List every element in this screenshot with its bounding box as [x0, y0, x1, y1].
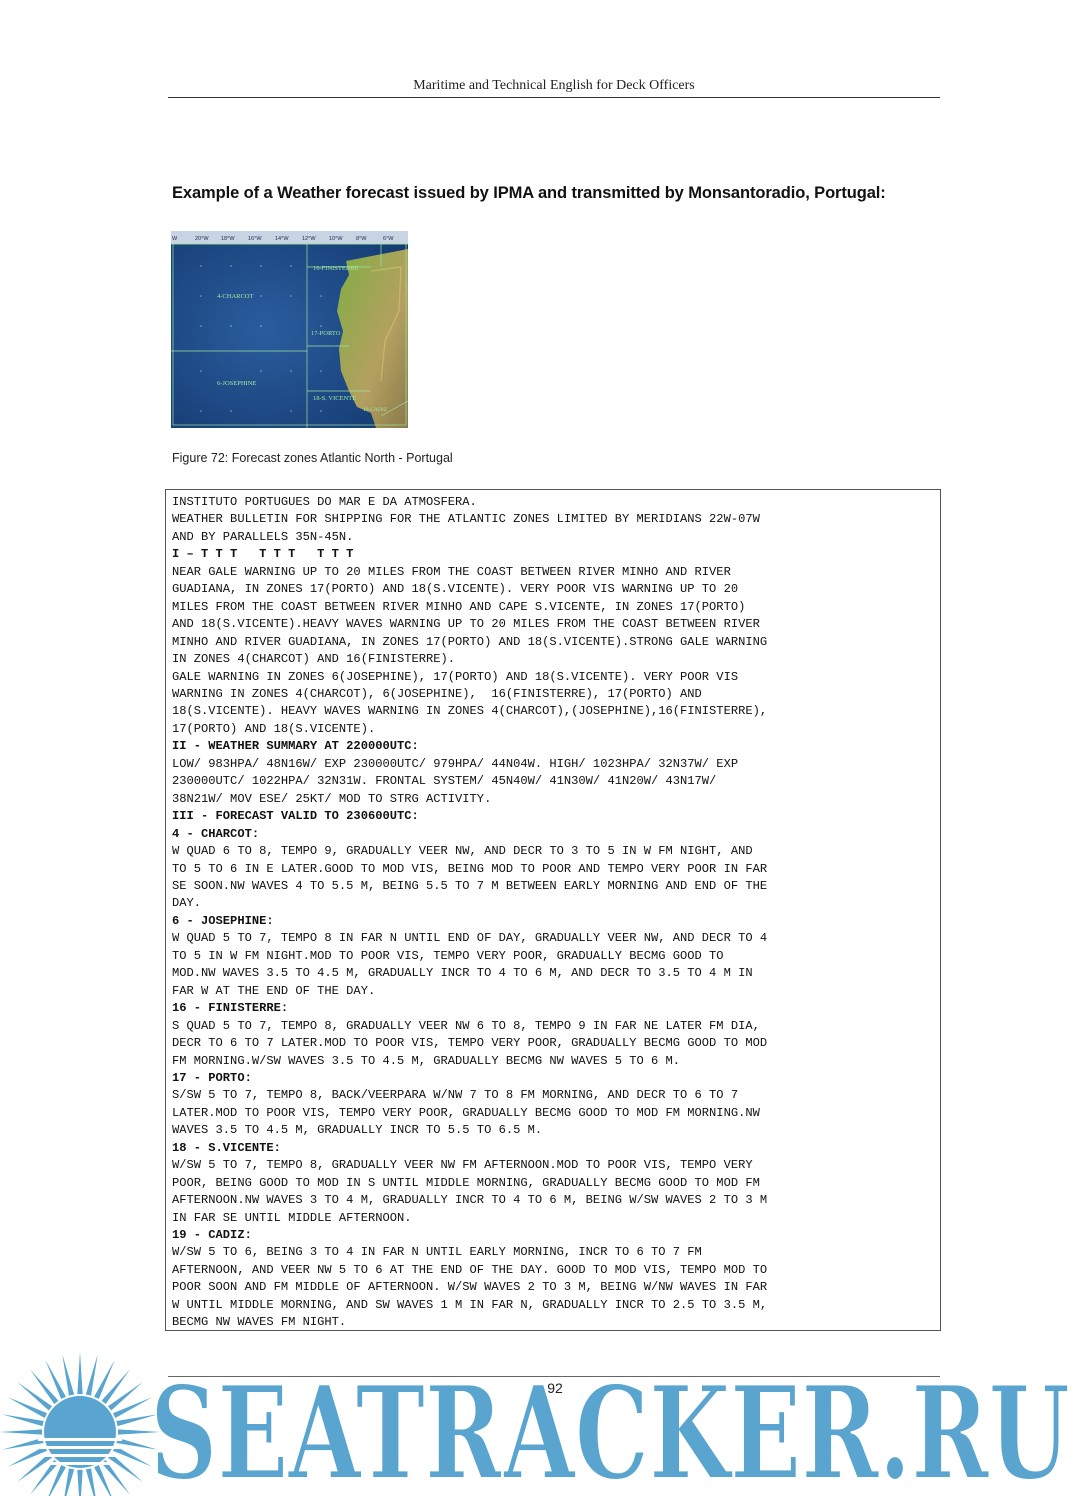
- bulletin-line: FM MORNING.W/SW WAVES 3.5 TO 4.5 M, GRADUALLY BECMG NW WAVES 5 TO 6 M.: [172, 1053, 681, 1068]
- bulletin-line: AFTERNOON.NW WAVES 3 TO 4 M, GRADUALLY INCR TO 4 TO 6 M, BEING W/SW WAVES 2 TO 3 M: [172, 1193, 768, 1208]
- zone-label-cadiz: 19-CADIZ: [363, 407, 388, 413]
- bulletin-line: LATER.MOD TO POOR VIS, TEMPO VERY POOR, GRADUALLY BECMG GOOD TO MOD FM MORNING.NW: [172, 1105, 760, 1120]
- zone-label-charcot: 4-CHARCOT: [217, 293, 254, 300]
- sun-ray: [77, 1352, 82, 1394]
- bulletin-line: WARNING IN ZONES 4(CHARCOT), 6(JOSEPHINE), 16(FINISTERRE), 17(PORTO) AND: [172, 686, 702, 701]
- bulletin-line: SE SOON.NW WAVES 4 TO 5.5 M, BEING 5.5 TO 7 M BETWEEN EARLY MORNING AND END OF THE: [172, 878, 768, 893]
- lon-label-5: 12°W: [302, 236, 316, 242]
- bulletin-line: W/SW 5 TO 6, BEING 3 TO 4 IN FAR N UNTIL EARLY MORNING, INCR TO 6 TO 7 FM: [172, 1245, 702, 1260]
- bulletin-line: W QUAD 6 TO 8, TEMPO 9, GRADUALLY VEER NW, AND DECR TO 3 TO 5 IN W FM NIGHT, AND: [172, 844, 753, 859]
- bulletin-line: 38N21W/ MOV ESE/ 25KT/ MOD TO STRG ACTIVITY.: [172, 791, 492, 806]
- bulletin-line: GALE WARNING IN ZONES 6(JOSEPHINE), 17(PORTO) AND 18(S.VICENTE). VERY POOR VIS: [172, 669, 739, 684]
- bulletin-section-heading: 18 - S.VICENTE:: [172, 1140, 281, 1155]
- sun-ray: [86, 1468, 98, 1496]
- bulletin-line: POOR SOON AND FM MIDDLE OF AFTERNOON. W/SW WAVES 2 TO 3 M, BEING W/NW WAVES IN FAR: [172, 1280, 768, 1295]
- sun-ray: [2, 1438, 44, 1450]
- bulletin-line: WEATHER BULLETIN FOR SHIPPING FOR THE ATLANTIC ZONES LIMITED BY MERIDIANS 22W-07W: [172, 512, 760, 527]
- lon-label-3: 16°W: [248, 236, 262, 242]
- lon-label-7: 8°W: [356, 236, 367, 242]
- bulletin-line: IN FAR SE UNTIL MIDDLE AFTERNOON.: [172, 1210, 412, 1225]
- bulletin-line: W UNTIL MIDDLE MORNING, AND SW WAVES 1 M IN FAR N, GRADUALLY INCR TO 2.5 TO 3.5 M,: [172, 1297, 768, 1312]
- bulletin-line: WAVES 3.5 TO 4.5 M, GRADUALLY INCR TO 5.5 TO 6.5 M.: [172, 1123, 543, 1138]
- bulletin-line: POOR, BEING GOOD TO MOD IN S UNTIL MIDDLE MORNING, GRADUALLY BECMG GOOD TO MOD FM: [172, 1175, 760, 1190]
- bulletin-line: MOD.NW WAVES 3.5 TO 4.5 M, GRADUALLY INCR TO 4 TO 6 M, AND DECR TO 3.5 TO 4 M IN: [172, 966, 753, 981]
- header-divider: [168, 97, 940, 98]
- sun-ray: [108, 1382, 143, 1410]
- bulletin-line: AND 18(S.VICENTE).HEAVY WAVES WARNING UP TO 20 MILES FROM THE COAST BETWEEN RIVER: [172, 617, 760, 632]
- bulletin-line: BECMG NW WAVES FM NIGHT.: [172, 1315, 347, 1330]
- sun-ray: [2, 1414, 44, 1426]
- bulletin-section-heading: 19 - CADIZ:: [172, 1228, 252, 1243]
- bulletin-line: FAR W AT THE END OF THE DAY.: [172, 983, 376, 998]
- bulletin-line: S/SW 5 TO 7, TEMPO 8, BACK/VEERPARA W/NW 7 TO 8 FM MORNING, AND DECR TO 6 TO 7: [172, 1088, 739, 1103]
- sun-ray: [86, 1354, 98, 1396]
- bulletin-line: 230000UTC/ 1022HPA/ 32N31W. FRONTAL SYSTEM/ 45N40W/ 41N30W/ 41N20W/ 43N17W/: [172, 774, 717, 789]
- bulletin-line: AFTERNOON, AND VEER NW 5 TO 6 AT THE END OF THE DAY. GOOD TO MOD VIS, TEMPO MOD TO: [172, 1262, 768, 1277]
- sun-ray: [30, 1369, 58, 1404]
- bulletin-line: INSTITUTO PORTUGUES DO MAR E DA ATMOSFERA.: [172, 495, 477, 509]
- zone-label-porto: 17-PORTO: [311, 330, 341, 337]
- section-heading: Example of a Weather forecast issued by IPMA and transmitted by Monsantoradio, Portugal:: [172, 184, 886, 202]
- zone-label-josephine: 6-JOSEPHINE: [217, 380, 257, 387]
- bulletin-line: TO 5 TO 6 IN E LATER.GOOD TO MOD VIS, BEING MOD TO POOR AND TEMPO VERY POOR IN FAR: [172, 861, 768, 876]
- sun-ray: [17, 1382, 52, 1410]
- bulletin-line: IN ZONES 4(CHARCOT) AND 16(FINISTERRE).: [172, 652, 456, 667]
- sun-ray: [0, 1429, 42, 1434]
- sun-ray: [62, 1354, 74, 1396]
- sun-ray: [77, 1470, 82, 1496]
- lon-label-8: 6°W: [383, 236, 394, 242]
- bulletin-section-heading: 16 - FINISTERRE:: [172, 1001, 289, 1016]
- bulletin-section-heading: I – T T T T T T T T T: [172, 547, 354, 562]
- figure-caption: Figure 72: Forecast zones Atlantic North - Portugal: [172, 451, 453, 465]
- sun-icon: [0, 1340, 170, 1496]
- bulletin-line: NEAR GALE WARNING UP TO 20 MILES FROM THE COAST BETWEEN RIVER MINHO AND RIVER: [172, 564, 731, 579]
- watermark-logo-text: [150, 1366, 1075, 1486]
- watermark-wordmark: SEATRACKER.RU: [150, 1366, 1070, 1486]
- bulletin-section-heading: 17 - PORTO:: [172, 1070, 252, 1085]
- forecast-zones-map: [171, 231, 408, 428]
- sun-ray: [108, 1454, 143, 1482]
- lon-label-0: W: [172, 236, 178, 242]
- zone-label-finisterre: 16-FINISTERRE: [313, 265, 359, 272]
- lon-label-1: 20°W: [195, 236, 209, 242]
- bulletin-line: MINHO AND RIVER GUADIANA, IN ZONES 17(PORTO) AND 18(S.VICENTE).STRONG GALE WARNING: [172, 634, 768, 649]
- sun-ray: [102, 1460, 130, 1495]
- bulletin-line: S QUAD 5 TO 7, TEMPO 8, GRADUALLY VEER NW 6 TO 8, TEMPO 9 IN FAR NE LATER FM DIA,: [172, 1018, 760, 1033]
- bulletin-line: TO 5 IN W FM NIGHT.MOD TO POOR VIS, TEMPO VERY POOR, GRADUALLY BECMG GOOD TO: [172, 948, 724, 963]
- page-number: 92: [547, 1380, 563, 1396]
- lon-label-2: 18°W: [221, 236, 235, 242]
- bulletin-line: DAY.: [172, 896, 202, 911]
- bulletin-section-heading: III - FORECAST VALID TO 230600UTC:: [172, 809, 419, 824]
- sun-ray: [102, 1369, 130, 1404]
- weather-bulletin: [165, 489, 941, 1331]
- bulletin-section-heading: 4 - CHARCOT:: [172, 826, 260, 841]
- running-header: Maritime and Technical English for Deck Officers: [413, 78, 695, 93]
- zone-label-svicente: 18-S. VICENTE: [313, 395, 357, 402]
- bulletin-line: DECR TO 6 TO 7 LATER.MOD TO POOR VIS, TEMPO VERY POOR, GRADUALLY BECMG GOOD TO MOD: [172, 1036, 768, 1051]
- bulletin-line: W QUAD 5 TO 7, TEMPO 8 IN FAR N UNTIL END OF DAY, GRADUALLY VEER NW, AND DECR TO 4: [172, 931, 768, 946]
- bulletin-line: GUADIANA, IN ZONES 17(PORTO) AND 18(S.VICENTE). VERY POOR VIS WARNING UP TO 20: [172, 582, 739, 597]
- lon-label-6: 10°W: [329, 236, 343, 242]
- lon-label-4: 14°W: [275, 236, 289, 242]
- bulletin-section-heading: 6 - JOSEPHINE:: [172, 913, 274, 928]
- bulletin-line: 17(PORTO) AND 18(S.VICENTE).: [172, 721, 376, 736]
- bulletin-line: MILES FROM THE COAST BETWEEN RIVER MINHO AND CAPE S.VICENTE, IN ZONES 17(PORTO): [172, 599, 746, 614]
- bulletin-line: LOW/ 983HPA/ 48N16W/ EXP 230000UTC/ 979HPA/ 44N04W. HIGH/ 1023HPA/ 32N37W/ EXP: [172, 756, 739, 771]
- bulletin-section-heading: II - WEATHER SUMMARY AT 220000UTC:: [172, 739, 419, 754]
- bulletin-line: AND BY PARALLELS 35N-45N.: [172, 529, 354, 544]
- sun-ray: [62, 1468, 74, 1496]
- sun-ray: [17, 1454, 52, 1482]
- sun-ray: [30, 1460, 58, 1495]
- bulletin-line: W/SW 5 TO 7, TEMPO 8, GRADUALLY VEER NW FM AFTERNOON.MOD TO POOR VIS, TEMPO VERY: [172, 1158, 753, 1173]
- bulletin-line: 18(S.VICENTE). HEAVY WAVES WARNING IN ZONES 4(CHARCOT),(JOSEPHINE),16(FINISTERRE),: [172, 704, 768, 719]
